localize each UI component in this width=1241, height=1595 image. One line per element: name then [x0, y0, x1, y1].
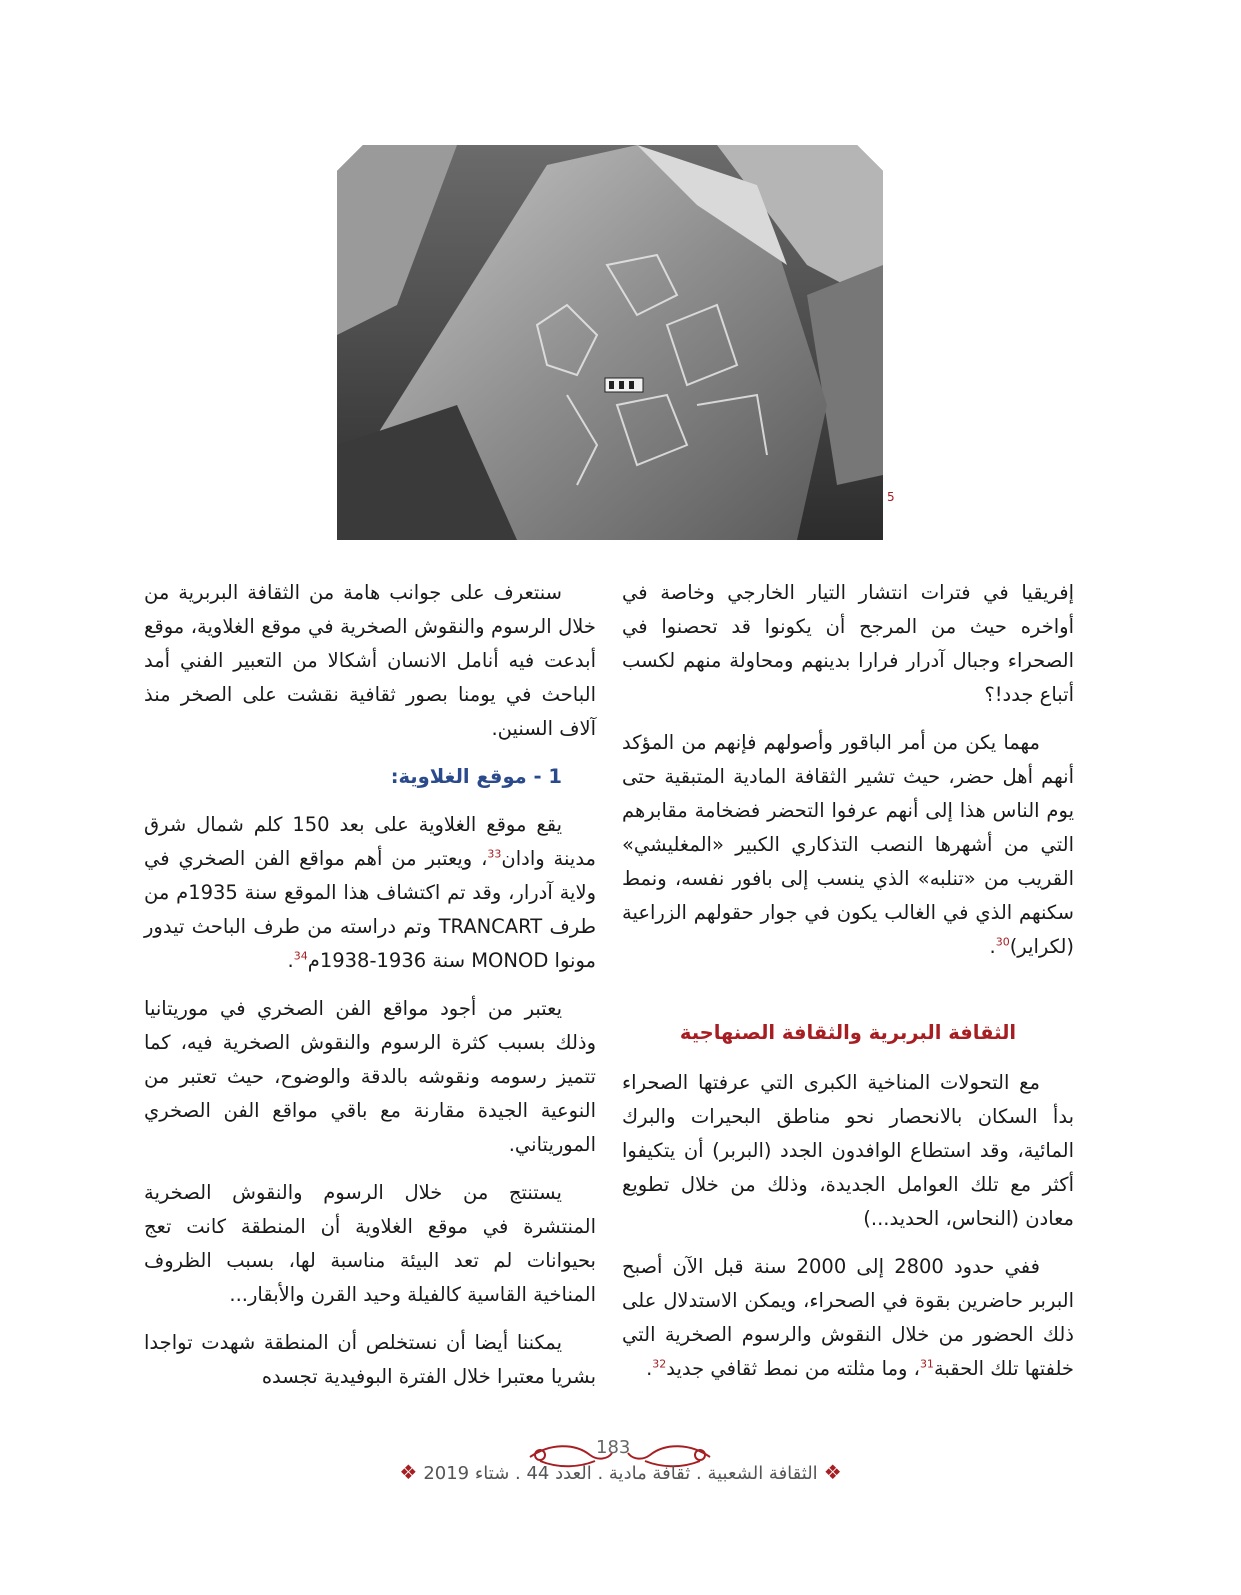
footnote-ref[interactable]: 30: [995, 935, 1010, 949]
footnote-ref[interactable]: 34: [293, 949, 308, 963]
paragraph-text: مهما يكن من أمر الباقور وأصولهم فإنهم من المؤكد أنهم أهل حضر، حيث تشير الثقافة المادية المتبقية حتى يوم الناس هذا إلى أنهم عرفوا التحضر فضخامة مقابرهم التي من أشهرها النصب التذكاري الكبير «المغليشي» القريب من «تنلبه» الذي ينسب إلى بافور نفسه، ونمط سكنهم الذي في الغالب يكون في جوار حقولهم الزراعية (لكراير): [622, 731, 1074, 958]
paragraph: يقع موقع الغلاوية على بعد 150 كلم شمال شرق مدينة وادان$^{33}$، ويعتبر من أهم مواقع الفن الصخري في ولاية آدرار، وقد تم اكتشاف هذا الموقع سنة 1935م من طرف TRANCART وتم دراسته من طرف الباحث تيدور مونوا MONOD سنة 1936-1938م$^{34}$.: [144, 813, 596, 972]
rock-art-photo: [337, 145, 883, 540]
right-column: [622, 576, 1074, 1400]
footnote-ref[interactable]: 31: [919, 1357, 934, 1371]
paragraph: يعتبر من أجود مواقع الفن الصخري في موريتانيا وذلك بسبب كثرة الرسوم والنقوش الصخرية فيه، كما تتميز رسومه ونقوشه بالدقة والوضوح، حيث تعتبر من النوعية الجيدة مقارنة مع باقي مواقع الفن الصخري الموريتاني.: [144, 997, 596, 1156]
section-title: الثقافة البربرية والثقافة الصنهاجية: [679, 1021, 1017, 1044]
flower-icon: ❖: [399, 1460, 418, 1484]
paragraph-text: ، ويعتبر من أهم مواقع الفن الصخري في ولاية آدرار، وقد تم اكتشاف هذا الموقع سنة 1935م من طرف TRANCART وتم دراسته من طرف الباحث تيدور مونوا MONOD سنة 1936-1938م: [144, 847, 596, 972]
paragraph-text: ففي حدود 2800 إلى 2000 سنة قبل الآن أصبح البربر حاضرين بقوة في الصحراء، ويمكن الاستدلال على ذلك الحضور من خلال النقوش والرسوم الصخرية التي خلفتها تلك الحقبة: [622, 1255, 1074, 1380]
paragraph-text: ، وما مثلته من نمط ثقافي جديد: [666, 1357, 920, 1380]
flower-icon: ❖: [823, 1460, 842, 1484]
paragraph: يمكننا أيضا أن نستخلص أن المنطقة شهدت تواجدا بشريا معتبرا خلال الفترة البوفيدية تجسده: [144, 1331, 596, 1388]
left-column: [144, 576, 596, 1408]
footnote-ref[interactable]: 33: [487, 847, 502, 861]
page-footer: [0, 1435, 1241, 1515]
subheading: 1 - موقع الغلاوية:: [390, 765, 562, 788]
paragraph: يستنتج من خلال الرسوم والنقوش الصخرية المنتشرة في موقع الغلاوية أن المنطقة كانت تعج بحيوانات لم تعد البيئة مناسبة لها، بسبب الظروف المناخية القاسية كالفيلة وحيد القرن والأبقار...: [144, 1181, 596, 1306]
journal-line: [0, 1460, 1241, 1484]
paragraph: ففي حدود 2800 إلى 2000 سنة قبل الآن أصبح البربر حاضرين بقوة في الصحراء، ويمكن الاستدلال على ذلك الحضور من خلال النقوش والرسوم الصخرية التي خلفتها تلك الحقبة$^{31}$، وما مثلته من نمط ثقافي جديد$^{32}$.: [622, 1255, 1074, 1380]
figure-number: 5: [887, 490, 895, 504]
paragraph: إفريقيا في فترات انتشار التيار الخارجي وخاصة في أواخره حيث من المرجح أن يكونوا قد تحصنوا في الصحراء وجبال آدرار فرارا بدينهم ومحاولة منهم لكسب أتباع جدد!؟: [622, 581, 1074, 706]
paragraph: مع التحولات المناخية الكبرى التي عرفتها الصحراء بدأ السكان بالانحصار نحو مناطق البحيرات والبرك المائية، وقد استطاع الوافدون الجدد (البربر) أن يتكيفوا أكثر مع تلك العوامل الجديدة، وذلك من خلال تطويع معادن (النحاس، الحديد...): [622, 1071, 1074, 1230]
page-number: 183: [596, 1437, 631, 1458]
paragraph: مهما يكن من أمر الباقور وأصولهم فإنهم من المؤكد أنهم أهل حضر، حيث تشير الثقافة المادية المتبقية حتى يوم الناس هذا إلى أنهم عرفوا التحضر فضخامة مقابرهم التي من أشهرها النصب التذكاري الكبير «المغليشي» القريب من «تنلبه» الذي ينسب إلى بافور نفسه، ونمط سكنهم الذي في الغالب يكون في جوار حقولهم الزراعية (لكراير)$^{30}$.: [622, 731, 1074, 958]
footnote-ref[interactable]: 32: [652, 1357, 667, 1371]
paragraph: سنتعرف على جوانب هامة من الثقافة البربرية من خلال الرسوم والنقوش الصخرية في موقع الغلاوية، موقع أبدعت فيه أنامل الانسان أشكالا من التعبير الفني أمد الباحث في يومنا بصور ثقافية نقشت على الصخر منذ آلاف السنين.: [144, 581, 596, 740]
paragraph-text: يقع موقع الغلاوية على بعد 150 كلم شمال شرق مدينة وادان: [144, 813, 596, 870]
journal-name: الثقافة الشعبية . ثقافة مادية . العدد 44 . شتاء 2019: [423, 1463, 818, 1484]
